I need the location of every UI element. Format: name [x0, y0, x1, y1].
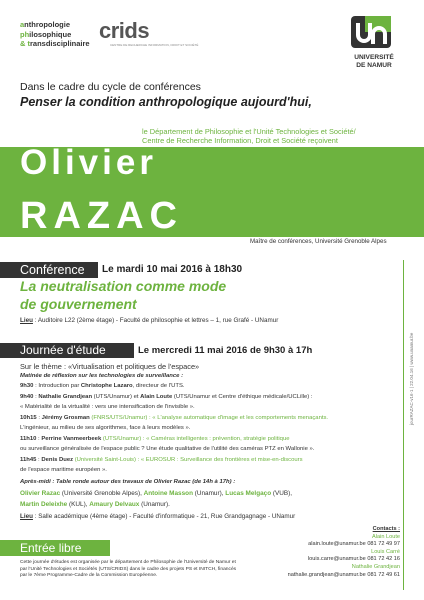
program-speaker: Denis Duez: [41, 457, 74, 463]
entree-libre-label: Entrée libre: [20, 541, 82, 555]
program-item: [20, 383, 185, 389]
program-text: (UTS/Unamur) : « Caméras intelligentes : prévention, stratégie politique: [101, 436, 290, 442]
program-item: [20, 436, 290, 442]
program-text: , directeur de l'UTS.: [132, 383, 185, 389]
panelist-affiliation: (Unamur),: [192, 490, 226, 497]
vertical-reference: jourRAZAC-v16-1 | 22.04.16 | www.unamur.be: [409, 332, 414, 425]
program-text: (UTS/Unamur) et: [92, 394, 141, 400]
university-logo-icon: [349, 14, 393, 50]
panelist-affiliation: (KUL),: [67, 501, 90, 508]
conference-label: Conférence: [20, 263, 85, 277]
contact-info[interactable]: louis.carre@unamur.be 081 72 42 16: [307, 556, 400, 563]
apt-accent: a: [20, 20, 25, 29]
apt-text: ransdisciplinaire: [30, 39, 90, 48]
apt-accent: & t: [20, 39, 30, 48]
program-item: [20, 394, 313, 400]
program-text: :: [33, 394, 39, 400]
program-text: : Introduction par: [33, 383, 81, 389]
speaker-role: Maître de conférences, Université Grenoble Alpes: [250, 238, 387, 245]
contact-info[interactable]: alain.loute@unamur.be 081 72 49 97: [308, 541, 400, 548]
journee-theme: Sur le thème : «Virtualisation et politiques de l'espace»: [20, 362, 200, 371]
program-text: :: [36, 436, 42, 442]
location-label: Lieu: [20, 317, 33, 324]
apres-midi-heading: Après-midi : Table ronde autour des travaux de Olivier Razac (de 14h à 17h) :: [20, 479, 236, 485]
program-talk-title: L'ingénieur, au milieu de ses algorithmes, face à leurs modèles ».: [20, 425, 191, 431]
side-divider: [403, 260, 404, 590]
apt-text: ilosophique: [29, 29, 72, 39]
program-talk-title: « Matérialité de la virtualité : vers une intensification de l'invisible ».: [20, 404, 195, 410]
contact-name: Louis Carré: [371, 548, 400, 555]
location-label: Lieu: [20, 513, 33, 520]
panelist-affiliation: (VUB),: [271, 490, 293, 497]
panelist: Olivier Razac: [20, 490, 61, 497]
program-text: (FNRS/UTS/Unamur) : « L'analyse automatique d'image et les comportements menaçants.: [89, 415, 329, 421]
program-time: 10h15: [20, 415, 37, 421]
program-item: [20, 415, 328, 421]
panelist: Lucas Melgaço: [225, 490, 272, 497]
panel-participants: [20, 501, 170, 508]
journee-date: Le mercredi 11 mai 2016 de 9h30 à 17h: [138, 345, 313, 356]
contacts-block: [252, 526, 400, 579]
crids-logo: crids: [99, 18, 150, 43]
contacts-label: Contacts :: [372, 526, 400, 532]
panelist: Amaury Delvaux: [89, 501, 140, 508]
journee-label: Journée d'étude: [20, 343, 106, 357]
conference-title: de gouvernement: [20, 296, 137, 312]
conference-location: [20, 317, 278, 324]
panelist-affiliation: (Université Grenoble Alpes),: [60, 490, 144, 497]
department-text: [142, 127, 392, 146]
speaker-last-name: RAZAC: [20, 195, 183, 237]
university-name-line: UNIVERSITÉ: [354, 54, 394, 61]
program-time: 11h10: [20, 436, 37, 442]
journee-location: [20, 513, 295, 520]
panelist-affiliation: (Unamur).: [139, 501, 170, 508]
speaker-first-name: Olivier: [20, 143, 157, 182]
program-time: 11h45: [20, 457, 37, 463]
program-talk-title: de l'espace maritime européen ».: [20, 467, 107, 473]
conference-title: La neutralisation comme mode: [20, 278, 227, 294]
cycle-intro: Dans le cadre du cycle de conférences: [20, 81, 201, 93]
panelist: Antoine Masson: [143, 490, 193, 497]
program-text: :: [36, 415, 42, 421]
program-speaker: Christophe Lazaro: [80, 383, 133, 389]
university-name-line: DE NAMUR: [356, 61, 392, 69]
university-name: [348, 54, 400, 69]
conference-date: Le mardi 10 mai 2016 à 18h30: [102, 264, 243, 275]
program-time: 9h30: [20, 383, 34, 389]
organisation-note: Cette journée d'études est organisée par le département de Philosophie de l'Université de Namur et par l'Unité Technologies et Sociétés (UTS/CRIDS) dans le cadre des projets PS et INITCH, financés par le 7ème Programme-Cadre de la Commission Européenne.: [20, 560, 237, 578]
apt-accent: ph: [20, 29, 30, 39]
matinee-heading: Matinée de réflexion sur les technologies de surveillance :: [20, 373, 184, 379]
panel-participants: [20, 490, 292, 497]
program-item: [20, 457, 303, 463]
cycle-title: Penser la condition anthropologique aujourd'hui,: [20, 95, 312, 109]
location-text: : Salle académique (4ème étage) - Faculté d'informatique - 21, Rue Grandgagnage - UNamur: [32, 513, 296, 520]
apt-text: nthropologie: [24, 20, 70, 29]
program-text: (UTS/Unamur et Centre d'éthique médicale/UCLille) :: [172, 394, 313, 400]
contact-info[interactable]: nathalie.grandjean@unamur.be 081 72 49 61: [287, 571, 400, 578]
program-speaker: Perrine Vanmeerbeek: [41, 436, 102, 442]
department-line: le Département de Philosophie et l'Unité Technologies et Société/: [142, 127, 356, 136]
program-speaker: Nathalie Grandjean: [38, 394, 93, 400]
program-speaker: Jérémy Grosman: [41, 415, 90, 421]
program-talk-title: ou surveillance généralisée de l'espace public ? Une étude qualitative de l'utilité des caméras PTZ en Wallonie ».: [20, 446, 315, 452]
contact-name: Nathalie Grandjean: [351, 563, 400, 570]
location-text: : Auditoire L22 (2ème étage) - Faculté de philosophie et lettres – 1, rue Grafé - UNamur: [32, 317, 279, 324]
program-speaker: Alain Loute: [140, 394, 173, 400]
apt-logo: [20, 20, 90, 49]
program-time: 9h40: [20, 394, 34, 400]
crids-subtitle: CENTRE DE RECHERCHE INFORMATION, DROIT ET SOCIÉTÉ: [110, 43, 199, 47]
department-line: Centre de Recherche Information, Droit et Société reçoivent: [142, 136, 338, 146]
program-text: :: [36, 457, 42, 463]
program-text: (Université Saint-Louis) : « EUROSUR : Surveillance des frontières et mise-en-discours: [73, 457, 303, 463]
contact-name: Alain Loute: [372, 533, 400, 540]
panelist: Martin Deleixhe: [20, 501, 68, 508]
